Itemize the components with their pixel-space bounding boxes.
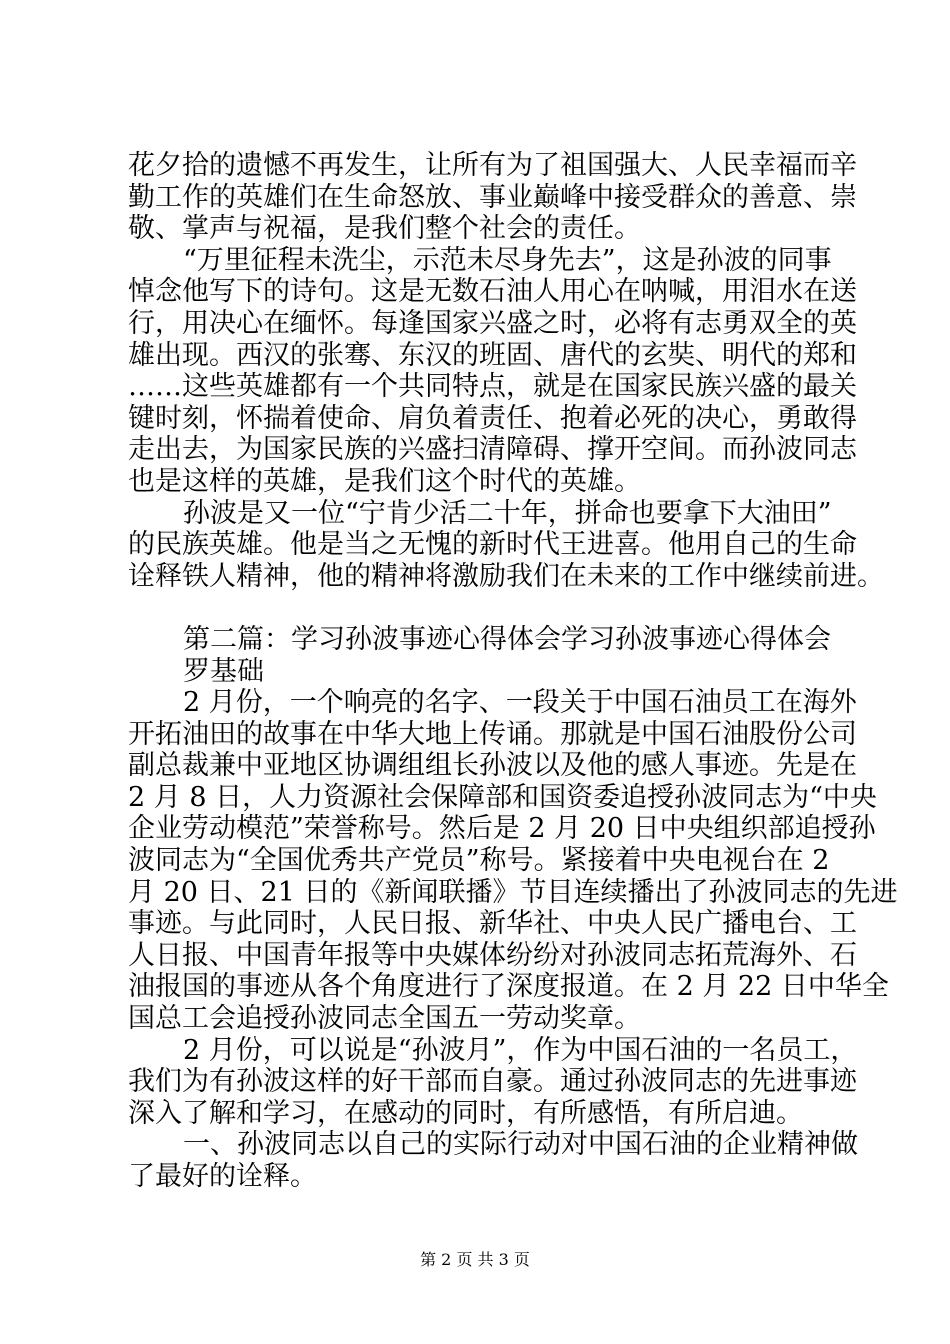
text-line: 企业劳动模范”荣誉称号。然后是 2 月 20 日中央组织部追授孙	[128, 813, 876, 845]
page-number-label: 第 2 页 共 3 页	[420, 1250, 530, 1269]
text-line: 我们为有孙波这样的好干部而自豪。通过孙波同志的先进事迹	[128, 1066, 857, 1098]
paragraph-gap	[128, 592, 858, 624]
text-line: 罗基础	[183, 655, 264, 687]
text-line: 第二篇：学习孙波事迹心得体会学习孙波事迹心得体会	[183, 623, 831, 655]
text-line: 波同志为“全国优秀共产党员”称号。紧接着中央电视台在 2	[128, 845, 830, 877]
text-line: 深入了解和学习，在感动的同时，有所感悟，有所启迪。	[128, 1097, 803, 1129]
text-line: 雄出现。西汉的张骞、东汉的班固、唐代的玄奘、明代的郑和	[128, 339, 857, 371]
page-footer	[0, 1247, 950, 1270]
paragraph	[128, 1129, 858, 1192]
text-line: 也是这样的英雄，是我们这个时代的英雄。	[128, 465, 641, 497]
text-line: 花夕拾的遗憾不再发生，让所有为了祖国强大、人民幸福而辛	[128, 150, 857, 181]
text-line: 国总工会追授孙波同志全国五一劳动奖章。	[128, 1003, 641, 1035]
text-line: 走出去，为国家民族的兴盛扫清障碍、撑开空间。而孙波同志	[128, 434, 857, 466]
document-body	[128, 150, 898, 1193]
paragraph	[128, 624, 858, 687]
paragraph	[128, 687, 898, 1035]
text-line: 孙波是又一位“宁肯少活二十年，拼命也要拿下大油田”	[183, 497, 832, 529]
paragraph	[128, 1035, 858, 1130]
text-line: 2 月份，可以说是“孙波月”，作为中国石油的一名员工，	[183, 1034, 858, 1066]
text-line: 事迹。与此同时，人民日报、新华社、中央人民广播电台、工	[128, 908, 857, 940]
text-line: 人日报、中国青年报等中央媒体纷纷对孙波同志拓荒海外、石	[128, 939, 857, 971]
text-line: “万里征程未洗尘，示范未尽身先去”，这是孙波的同事	[183, 244, 832, 276]
text-line: 油报国的事迹从各个角度进行了深度报道。在 2 月 22 日中华全	[128, 971, 889, 1003]
text-line: 副总裁兼中亚地区协调组组长孙波以及他的感人事迹。先是在	[128, 750, 857, 782]
paragraph	[128, 150, 858, 245]
text-line: 诠释铁人精神，他的精神将激励我们在未来的工作中继续前进。	[128, 560, 884, 592]
text-line: 勤工作的英雄们在生命怒放、事业巅峰中接受群众的善意、崇	[128, 181, 857, 213]
text-line: ……这些英雄都有一个共同特点，就是在国家民族兴盛的最关	[128, 371, 857, 403]
paragraph	[128, 245, 858, 498]
text-line: 2 月 8 日，人力资源社会保障部和国资委追授孙波同志为“中央	[128, 781, 877, 813]
paragraph	[128, 497, 884, 593]
text-line: 一、孙波同志以自己的实际行动对中国石油的企业精神做	[183, 1129, 858, 1161]
text-line: 2 月份，一个响亮的名字、一段关于中国石油员工在海外	[183, 687, 857, 719]
text-line: 行，用决心在缅怀。每逢国家兴盛之时，必将有志勇双全的英	[128, 307, 857, 339]
text-line: 的民族英雄。他是当之无愧的新时代王进喜。他用自己的生命	[128, 529, 857, 561]
text-line: 月 20 日、21 日的《新闻联播》节目连续播出了孙波同志的先进	[128, 876, 898, 908]
text-line: 了最好的诠释。	[128, 1161, 317, 1192]
text-line: 悼念他写下的诗句。这是无数石油人用心在呐喊，用泪水在送	[128, 276, 857, 308]
text-line: 键时刻，怀揣着使命、肩负着责任、抱着必死的决心，勇敢得	[128, 402, 857, 434]
text-line: 开拓油田的故事在中华大地上传诵。那就是中国石油股份公司	[128, 718, 857, 750]
text-line: 敬、掌声与祝福，是我们整个社会的责任。	[128, 213, 641, 245]
